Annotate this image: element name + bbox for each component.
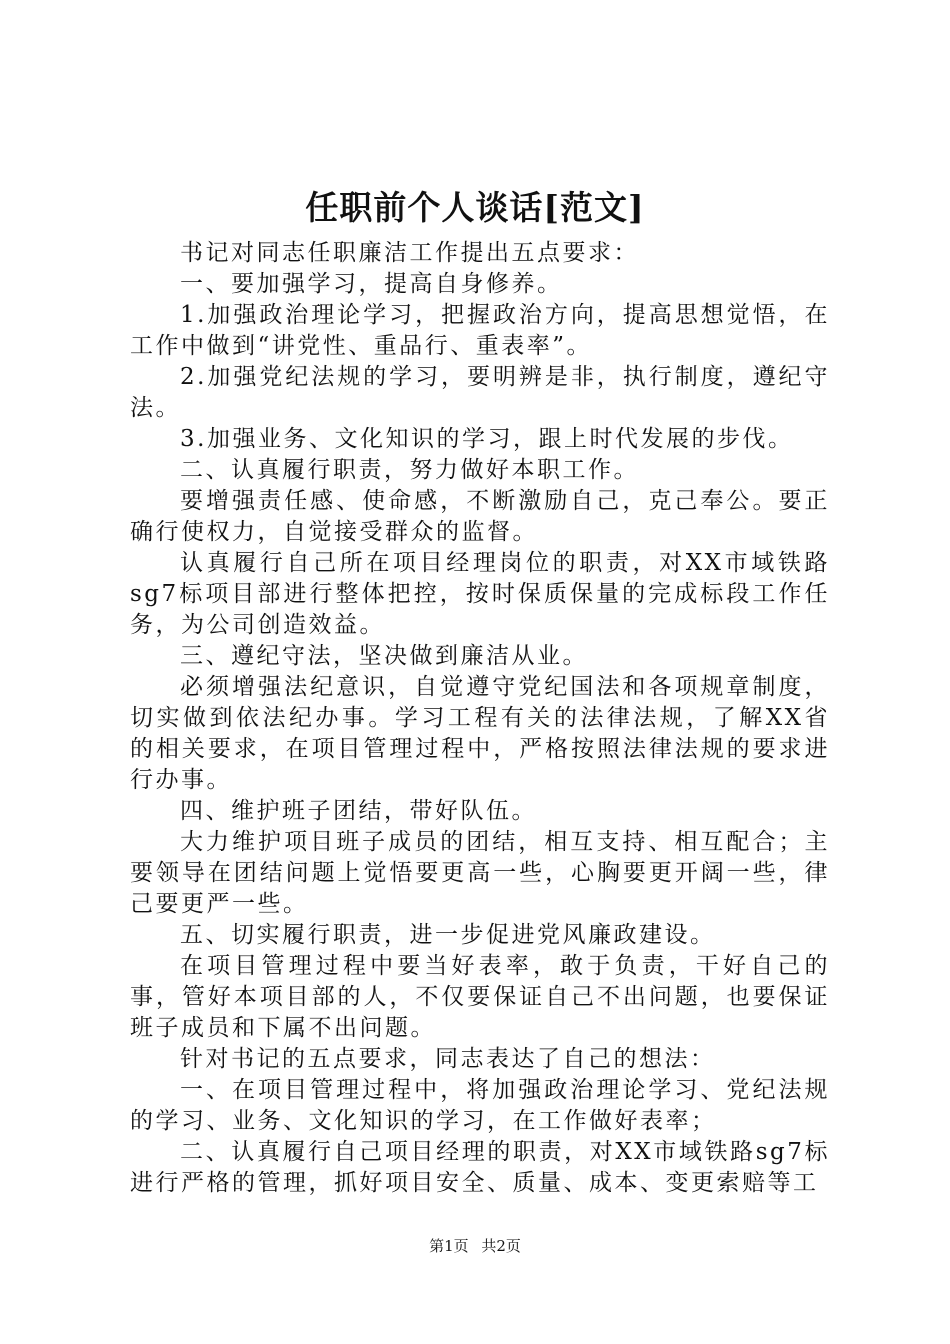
- section-heading: 一、要加强学习，提高自身修养。: [180, 271, 563, 297]
- paragraph: 书记对同志任职廉洁工作提出五点要求：: [180, 240, 639, 266]
- paragraph: 一、在项目管理过程中，将加强政治理论学习、党纪法规的学习、业务、文化知识的学习，在工作做好表率；: [130, 1077, 830, 1134]
- section-heading: 五、切实履行职责，进一步促进党风廉政建设。: [180, 922, 716, 948]
- paragraph: 1.加强政治理论学习，把握政治方向，提高思想觉悟，在工作中做到“讲党性、重品行、重表率”。: [130, 302, 830, 359]
- document-title: 任职前个人谈话[范文]: [305, 188, 645, 227]
- paragraph: 二、认真履行自己项目经理的职责，对XX市域铁路sg7标进行严格的管理，抓好项目安全、质量、成本、变更索赔等工: [130, 1139, 830, 1196]
- page-footer: [0, 1236, 950, 1256]
- paragraph: 针对书记的五点要求，同志表达了自己的想法：: [180, 1046, 716, 1072]
- paragraph: 2.加强党纪法规的学习，要明辨是非，执行制度，遵纪守法。: [130, 364, 830, 421]
- section-heading: 四、维护班子团结，带好队伍。: [180, 798, 537, 824]
- page-number: 第1页: [429, 1237, 469, 1255]
- paragraph: 大力维护项目班子成员的团结，相互支持、相互配合；主要领导在团结问题上觉悟要更高一些，心胸要更开阔一些，律己要更严一些。: [130, 829, 830, 917]
- document-body: [130, 238, 830, 1199]
- page-total: 共2页: [481, 1237, 521, 1255]
- section-heading: 二、认真履行职责，努力做好本职工作。: [180, 457, 639, 483]
- paragraph: 3.加强业务、文化知识的学习，跟上时代发展的步伐。: [180, 426, 794, 452]
- paragraph: 认真履行自己所在项目经理岗位的职责，对XX市域铁路sg7标项目部进行整体把控，按时保质保量的完成标段工作任务，为公司创造效益。: [130, 550, 830, 638]
- paragraph: 要增强责任感、使命感，不断激励自己，克己奉公。要正确行使权力，自觉接受群众的监督。: [130, 488, 830, 545]
- paragraph: 必须增强法纪意识，自觉遵守党纪国法和各项规章制度，切实做到依法纪办事。学习工程有关的法律法规，了解XX省的相关要求，在项目管理过程中，严格按照法律法规的要求进行办事。: [130, 674, 830, 793]
- paragraph: 在项目管理过程中要当好表率，敢于负责，干好自己的事，管好本项目部的人，不仅要保证自己不出问题，也要保证班子成员和下属不出问题。: [130, 953, 830, 1041]
- section-heading: 三、遵纪守法，坚决做到廉洁从业。: [180, 643, 588, 669]
